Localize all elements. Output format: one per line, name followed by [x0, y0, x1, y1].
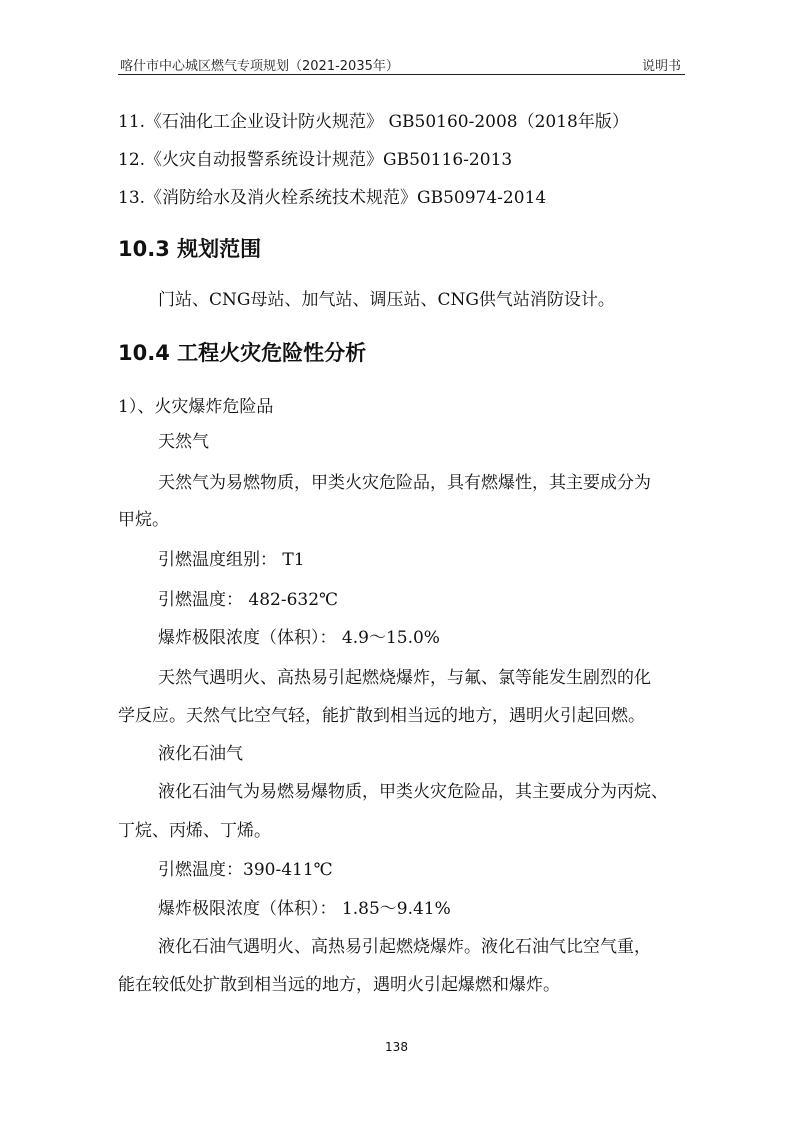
property-line: 爆炸极限浓度（体积）： 1.85～9.41% [158, 899, 451, 919]
paragraph: 天然气遇明火、高热易引起燃烧爆炸，与氟、氯等能发生剧烈的化 [158, 668, 651, 688]
property-line: 引燃温度：390-411℃ [158, 860, 333, 880]
page-header [118, 52, 685, 75]
page-number: 138 [385, 1040, 408, 1054]
section-heading-10-3: 10.3 规划范围 [118, 237, 262, 261]
reference-item: 12.《火灾自动报警系统设计规范》GB50116-2013 [118, 150, 513, 170]
section-heading-10-4: 10.4 工程火灾危险性分析 [118, 341, 367, 365]
property-line: 爆炸极限浓度（体积）： 4.9～15.0% [158, 628, 440, 648]
paragraph: 液化石油气遇明火、高热易引起燃烧爆炸。液化石油气比空气重， [158, 937, 651, 957]
paragraph: 甲烷。 [118, 510, 169, 530]
paragraph: 液化石油气为易燃易爆物质，甲类火灾危险品，其主要成分为丙烷、 [158, 782, 668, 802]
property-line: 引燃温度： 482-632℃ [158, 590, 339, 610]
paragraph: 天然气为易燃物质，甲类火灾危险品，具有燃爆性，其主要成分为 [158, 473, 651, 493]
paragraph: 门站、CNG母站、加气站、调压站、CNG供气站消防设计。 [158, 290, 615, 310]
subheading: 天然气 [158, 432, 209, 452]
list-item: 1）、火灾爆炸危险品 [118, 397, 274, 417]
subheading: 液化石油气 [158, 744, 243, 764]
header-title: 喀什市中心城区燃气专项规划（2021-2035年） [120, 59, 399, 74]
reference-item: 11.《石油化工企业设计防火规范》 GB50160-2008（2018年版） [118, 112, 629, 132]
header-doc-type: 说明书 [641, 59, 681, 74]
property-line: 引燃温度组别： T1 [158, 550, 305, 570]
paragraph: 学反应。天然气比空气轻，能扩散到相当远的地方，遇明火引起回燃。 [118, 706, 645, 726]
reference-item: 13.《消防给水及消火栓系统技术规范》GB50974-2014 [118, 188, 547, 208]
paragraph: 丁烷、丙烯、丁烯。 [118, 821, 271, 841]
paragraph: 能在较低处扩散到相当远的地方，遇明火引起爆燃和爆炸。 [118, 975, 560, 995]
